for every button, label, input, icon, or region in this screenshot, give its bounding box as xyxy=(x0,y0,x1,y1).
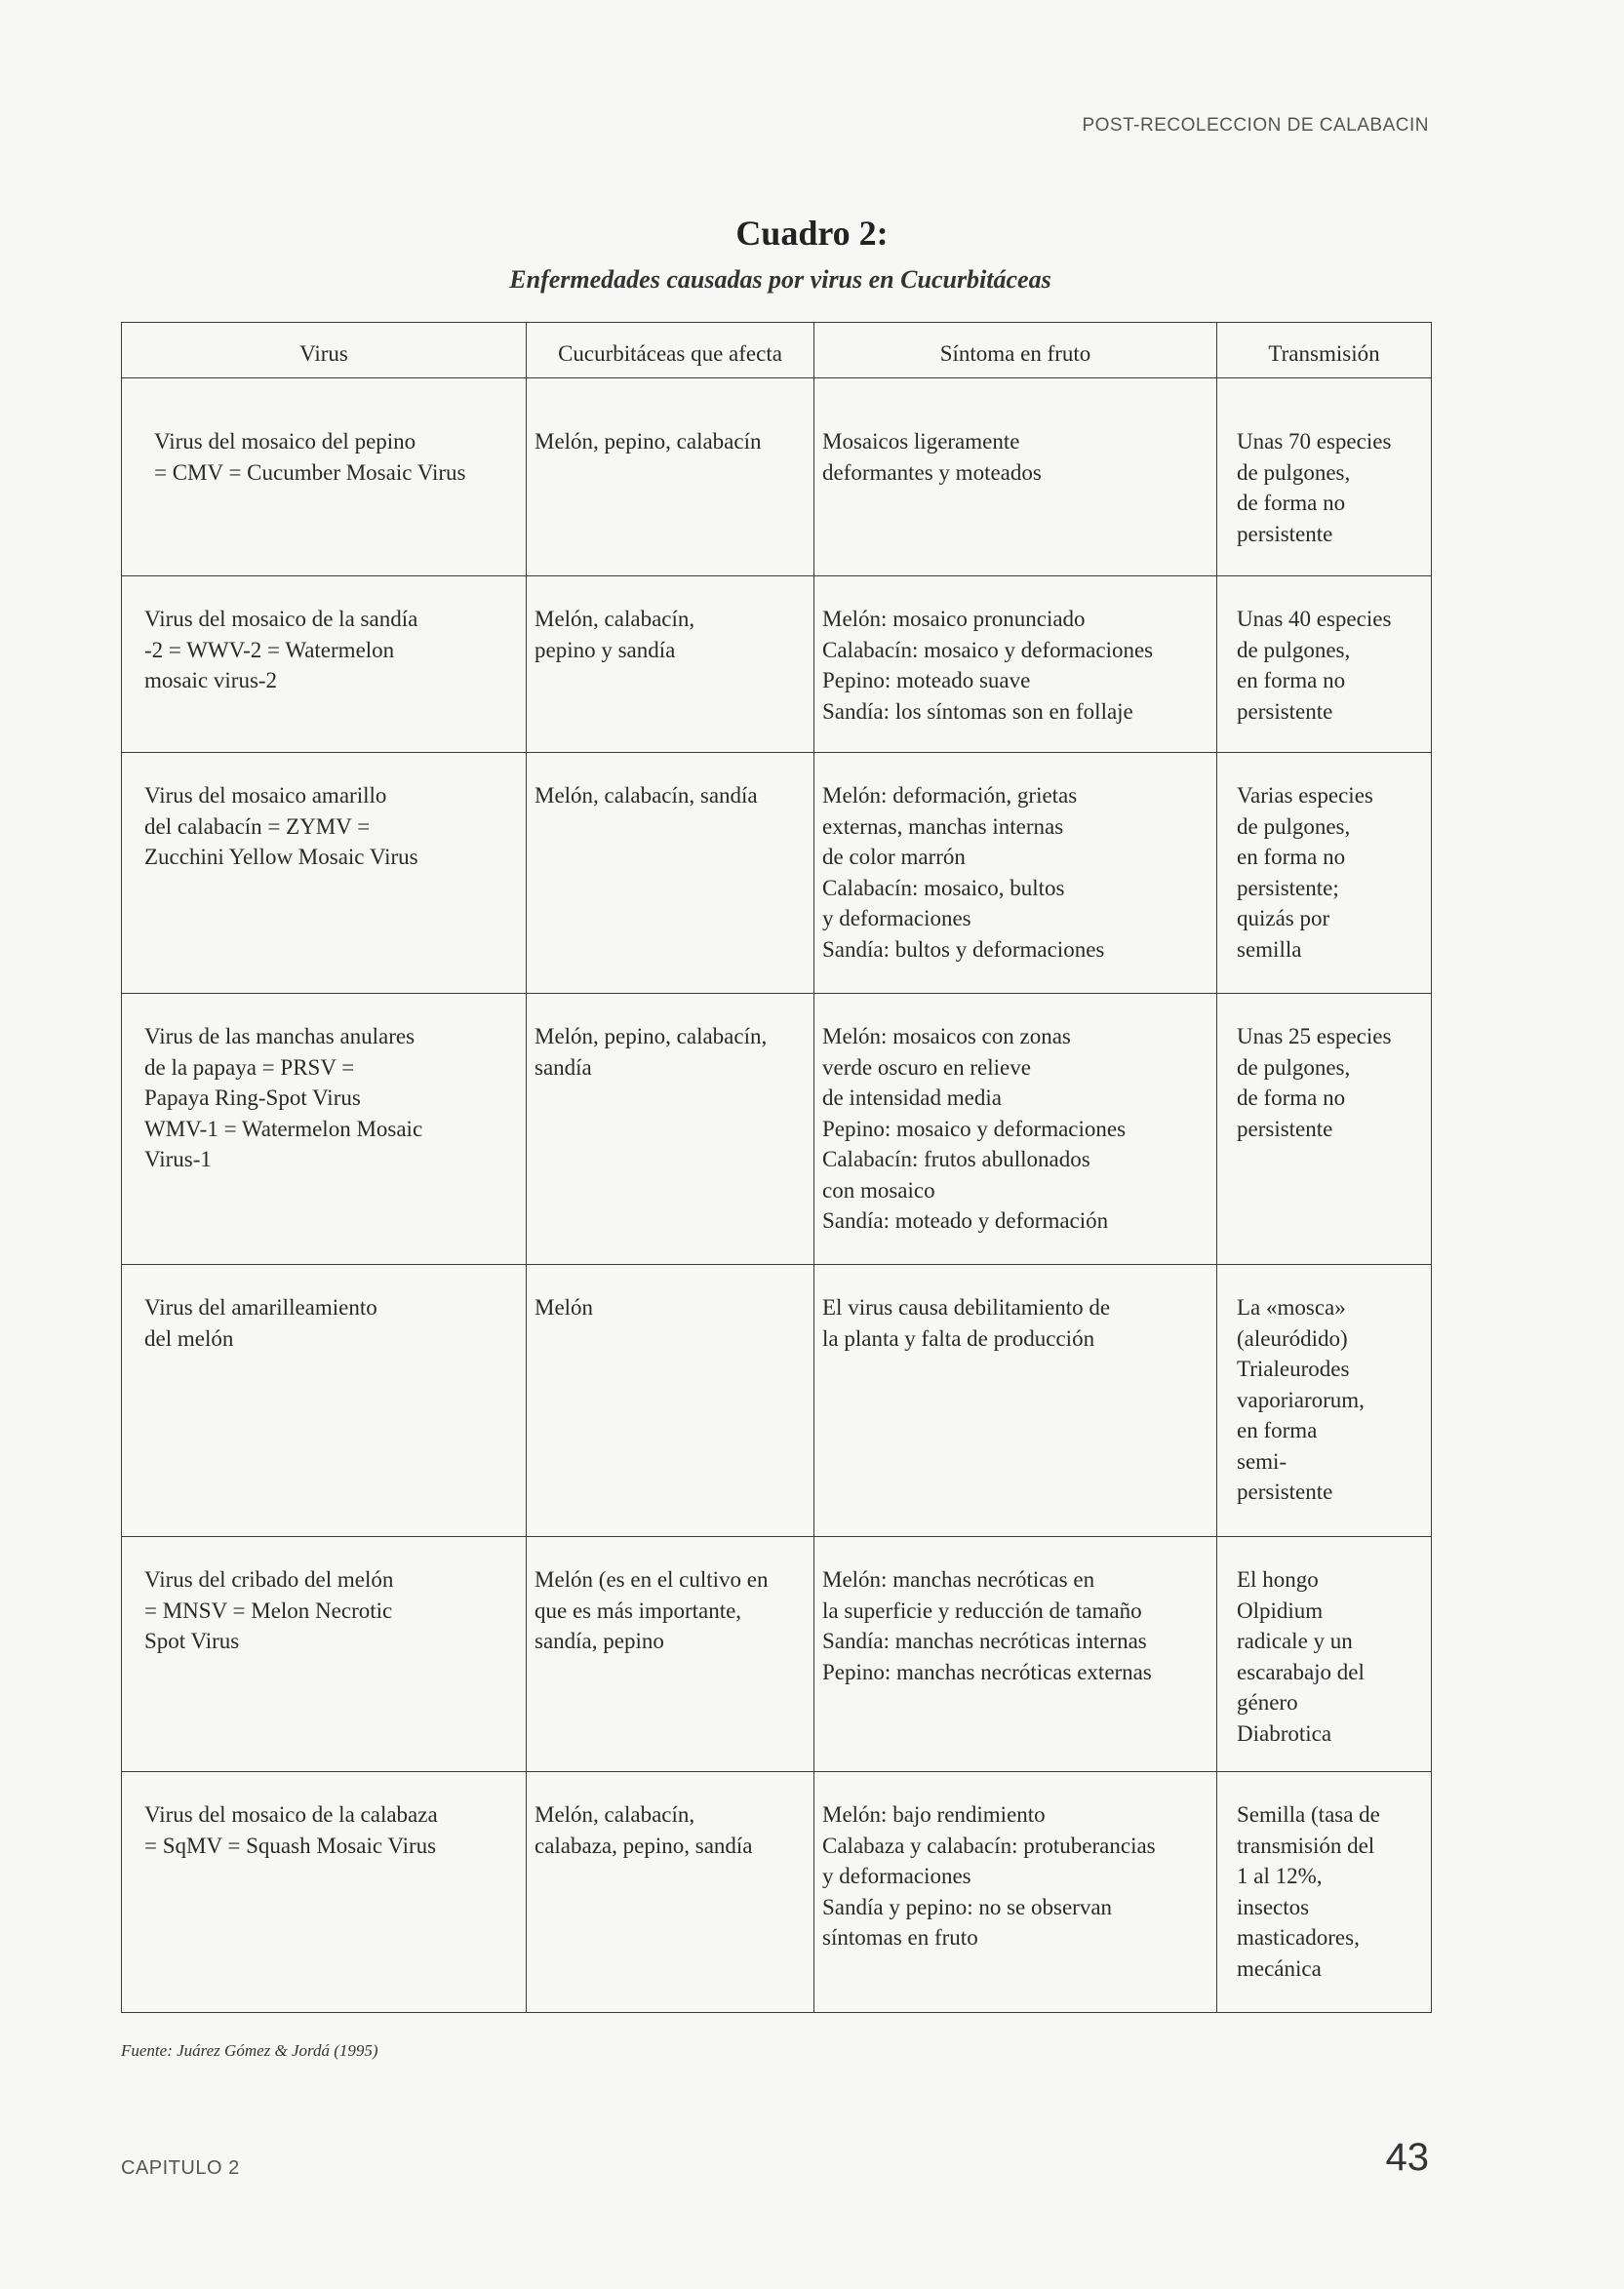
cell-cucurbitaceas: Melón (es en el cultivo en que es más importante, sandía, pepino xyxy=(535,1567,769,1653)
cell-cucurbitaceas: Melón, calabacín, calabaza, pepino, sandía xyxy=(535,1802,753,1858)
header-sintoma: Síntoma en fruto xyxy=(814,323,1217,378)
cell-virus: Virus del mosaico amarillo del calabacín = ZYMV = Zucchini Yellow Mosaic Virus xyxy=(144,783,418,869)
running-header: POST-RECOLECCION DE CALABACIN xyxy=(1082,115,1429,136)
table-row xyxy=(122,753,1432,994)
table-row xyxy=(122,1537,1432,1772)
cell-cucurbitaceas: Melón, calabacín, pepino y sandía xyxy=(535,607,695,662)
cell-sintoma: Melón: manchas necróticas en la superficie y reducción de tamaño Sandía: manchas necróticas internas Pepino: manchas necróticas externas xyxy=(822,1567,1152,1684)
page-number: 43 xyxy=(1385,2136,1429,2179)
cell-sintoma: Melón: bajo rendimiento Calabaza y calabacín: protuberancias y deformaciones Sandía y pepino: no se observan síntomas en fruto xyxy=(822,1802,1156,1950)
cell-transmision: Unas 25 especies de pulgones, de forma no persistente xyxy=(1237,1024,1392,1141)
cell-sintoma: Melón: deformación, grietas externas, manchas internas de color marrón Calabacín: mosaico, bultos y deformaciones Sandía: bultos y deformaciones xyxy=(822,783,1105,962)
cell-cucurbitaceas: Melón, calabacín, sandía xyxy=(535,783,758,808)
cell-virus: Virus del mosaico del pepino = CMV = Cucumber Mosaic Virus xyxy=(154,429,466,485)
header-virus: Virus xyxy=(122,323,527,378)
cell-cucurbitaceas: Melón, pepino, calabacín, sandía xyxy=(535,1024,768,1080)
cell-transmision: La «mosca» (aleuródido) Trialeurodes vaporiarorum, en forma semi- persistente xyxy=(1237,1295,1365,1504)
header-cucurbitaceas: Cucurbitáceas que afecta xyxy=(527,323,814,378)
table-subtitle: Enfermedades causadas por virus en Cucurbitáceas xyxy=(509,265,1051,294)
cell-transmision: Varias especies de pulgones, en forma no persistente; quizás por semilla xyxy=(1237,783,1373,962)
table-row xyxy=(122,1772,1432,2013)
cell-cucurbitaceas: Melón xyxy=(535,1295,594,1320)
cell-cucurbitaceas: Melón, pepino, calabacín xyxy=(535,429,762,454)
cell-virus: Virus de las manchas anulares de la papaya = PRSV = Papaya Ring-Spot Virus WMV-1 = Watermelon Mosaic Virus-1 xyxy=(144,1024,423,1171)
cell-virus: Virus del mosaico de la sandía -2 = WWV-2 = Watermelon mosaic virus-2 xyxy=(144,607,418,692)
table-title: Cuadro 2: xyxy=(735,214,889,253)
cell-sintoma: Mosaicos ligeramente deformantes y moteados xyxy=(822,429,1042,485)
cell-sintoma: Melón: mosaicos con zonas verde oscuro en relieve de intensidad media Pepino: mosaico y deformaciones Calabacín: frutos abullonados con mosaico Sandía: moteado y deformación xyxy=(822,1024,1127,1233)
virus-table xyxy=(121,322,1432,2013)
cell-virus: Virus del amarilleamiento del melón xyxy=(144,1295,377,1351)
cell-virus: Virus del mosaico de la calabaza = SqMV = Squash Mosaic Virus xyxy=(144,1802,438,1858)
table-row xyxy=(122,378,1432,576)
source-footnote: Fuente: Juárez Gómez & Jordá (1995) xyxy=(121,2041,378,2060)
cell-transmision: Unas 40 especies de pulgones, en forma no persistente xyxy=(1237,607,1392,724)
header-transmision: Transmisión xyxy=(1217,323,1432,378)
table-row xyxy=(122,576,1432,753)
cell-sintoma: El virus causa debilitamiento de la planta y falta de producción xyxy=(822,1295,1111,1351)
cell-transmision: Unas 70 especies de pulgones, de forma no persistente xyxy=(1237,429,1392,546)
chapter-label: CAPITULO 2 xyxy=(121,2157,240,2179)
table-header-row xyxy=(122,323,1432,378)
cell-transmision: El hongo Olpidium radicale y un escarabajo del género Diabrotica xyxy=(1237,1567,1365,1746)
cell-transmision: Semilla (tasa de transmisión del 1 al 12%, insectos masticadores, mecánica xyxy=(1237,1802,1380,1981)
table-row xyxy=(122,994,1432,1265)
cell-virus: Virus del cribado del melón = MNSV = Melon Necrotic Spot Virus xyxy=(144,1567,394,1653)
table-row xyxy=(122,1265,1432,1537)
cell-sintoma: Melón: mosaico pronunciado Calabacín: mosaico y deformaciones Pepino: moteado suave Sandía: los síntomas son en follaje xyxy=(822,607,1154,724)
